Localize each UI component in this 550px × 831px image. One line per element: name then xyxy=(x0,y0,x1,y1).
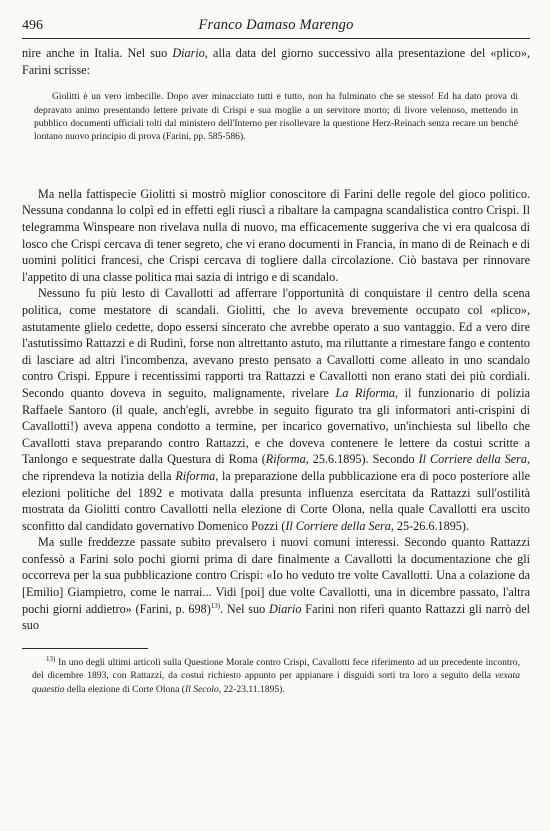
page-number: 496 xyxy=(22,18,43,33)
footnote-italic: Il Secolo xyxy=(184,684,219,696)
p2-italic: Il Corriere della Sera xyxy=(418,452,527,467)
p2-italic: Riforma xyxy=(265,452,306,467)
intro-text-end: , alla data del giorno successivo alla presentazione del «plico», Farini scrisse: xyxy=(22,46,530,77)
p3-italic: Diario xyxy=(269,601,302,616)
body-text xyxy=(22,186,530,634)
p3-text: Ma sulle freddezze passate subito prevalsero i nuovi comuni interessi. Secondo quanto Rattazzi confessò a Farini solo pochi giorni prima di dare finalmente a Cavallotti la documentazione che gli occorreva per la sua pubblicazione contro Crispi: «Io ho veduto tre volte Cavallotti. Una a colazione da [Emilio] Giampietro, come le narrai... Vidi [poi] due volte Cavallotti, una in dicembre passato, l'altra pochi giorni addietro» (Farini, p. 698) xyxy=(22,535,530,616)
paragraph-3 xyxy=(22,534,530,634)
p3-text: . Nel suo xyxy=(220,601,269,616)
p2-text: Nessuno fu più lesto di Cavallotti ad afferrare l'opportunità di conquistare il centro della scena politica, come mestatore di scandali. Giolitti, che lo aveva brevemente occupato col «plico», astutamente glielo cedette, dopo essersi sincerato che avrebbe operato a suo vantaggio. Ed a vero dire l'astutissimo Rattazzi e di Rudinì, forse non altrettanto astuto, ma riluttante a rimestare fango e contento di lasciare ad altri l'incombenza, avevano presto pensato a Cavallotti come alleato in uno scandalo contro Crispi. Eppure i recentissimi rapporti tra Rattazzi e Cavallotti non erano stati dei più cordiali. Secondo quanto doveva in seguito, malignamente, rivelare xyxy=(22,286,530,400)
p2-italic: La Riforma xyxy=(335,385,395,400)
running-head: Franco Damaso Marengo xyxy=(198,17,354,33)
footnote-divider xyxy=(22,648,148,649)
intro-diario: Diario xyxy=(172,46,205,60)
footnote-ref[interactable]: 13) xyxy=(210,601,221,610)
p3-text: Farini non riferì quanto Rattazzi gli narrò del suo xyxy=(22,601,530,633)
footnote-text: In uno degli ultimi articoli sulla Questione Morale contro Crispi, Cavallotti fece riferimento ad un precedente incontro, del dicembre 1893, con Rattazzi, da costui richiesto appunto per appianare i disguidi sorti tra loro a seguito della xyxy=(32,656,520,682)
footnote-number: 13) xyxy=(46,654,56,663)
page-header xyxy=(22,14,530,39)
paragraph-1: Ma nella fattispecie Giolitti si mostrò miglior conoscitore di Farini delle regole del gioco politico. Nessuna condanna lo colpì ed in effetti egli riuscì a ribaltare la campagna scandalistica contro Crispi. Il telegramma Winspeare non rivelava nulla di nuovo, ma efficacemente suggeriva che vi era qualcosa di losco che Crispi cercava di tener segreto, che vi erano documenti in Francia, in mano di de Reinach e di uomini politici francesi, che Crispi cercava di togliere dalla circolazione. Ciò bastava per rinnovare l'appetito di una classe politica mai sazia di intrigo e di scandalo. xyxy=(22,186,530,284)
footnote xyxy=(32,656,520,697)
paragraph-2 xyxy=(22,285,530,534)
p2-text: , che riprendeva la notizia della xyxy=(22,452,531,483)
p2-text: , 25-26.6.1895). xyxy=(390,518,470,533)
p2-italic: Riforma xyxy=(175,468,216,483)
p2-text: , il funzionario di polizia Raffaele Santoro (il quale, anch'egli, avrebbe in seguito figurato tra gli informatori anti-crispini di Cavallotti!) aveva appena condotto a termine, per incarico governativo, un'inchiesta sul libello che Cavallotti stava preparando contro Rattazzi, e che doveva contenere le lettere da costui scritte a Tanlongo e sequestrate dalla Questura di Roma ( xyxy=(22,385,530,467)
footnote-italic: vexata quaestio xyxy=(32,670,520,696)
p2-italic: Il Corriere della Sera xyxy=(285,518,391,533)
intro-paragraph xyxy=(22,45,530,78)
footnote-text: , 22-23.11.1895). xyxy=(218,684,285,696)
page xyxy=(22,14,530,697)
p2-text: , 25.6.1895). Secondo xyxy=(305,452,419,467)
block-quote: Giolitti è un vero imbecille. Dopo aver minacciato tutti e tutto, non ha fulminato che se stesso! Ed ha dato prova di depravato animo presentando lettere private di Crispi e sua moglie a un servitore morto; di livore velenoso, mettendo in pubblico documenti ufficiali tolti dal ministero dell'Interno per risollevare la questione Herz-Reinach senza recare un benché lontano nuovo principio di prova (Farini, pp. 585-586). xyxy=(34,91,518,143)
footnote-text: della elezione di Corte Olona ( xyxy=(64,684,185,696)
p2-text: , la preparazione della pubblicazione era di poco posteriore alle elezioni politiche del 1892 e motivata dalla presunta influenza esercitata da Rattazzi sull'ostilità mostrata da Giolitti contro Cavallotti nella elezione di Corte Olona, nella quale Cavallotti era uscito sconfitto dal candidato governativo Domenico Pozzi ( xyxy=(22,468,530,533)
intro-text: nire anche in Italia. Nel suo xyxy=(22,46,173,60)
